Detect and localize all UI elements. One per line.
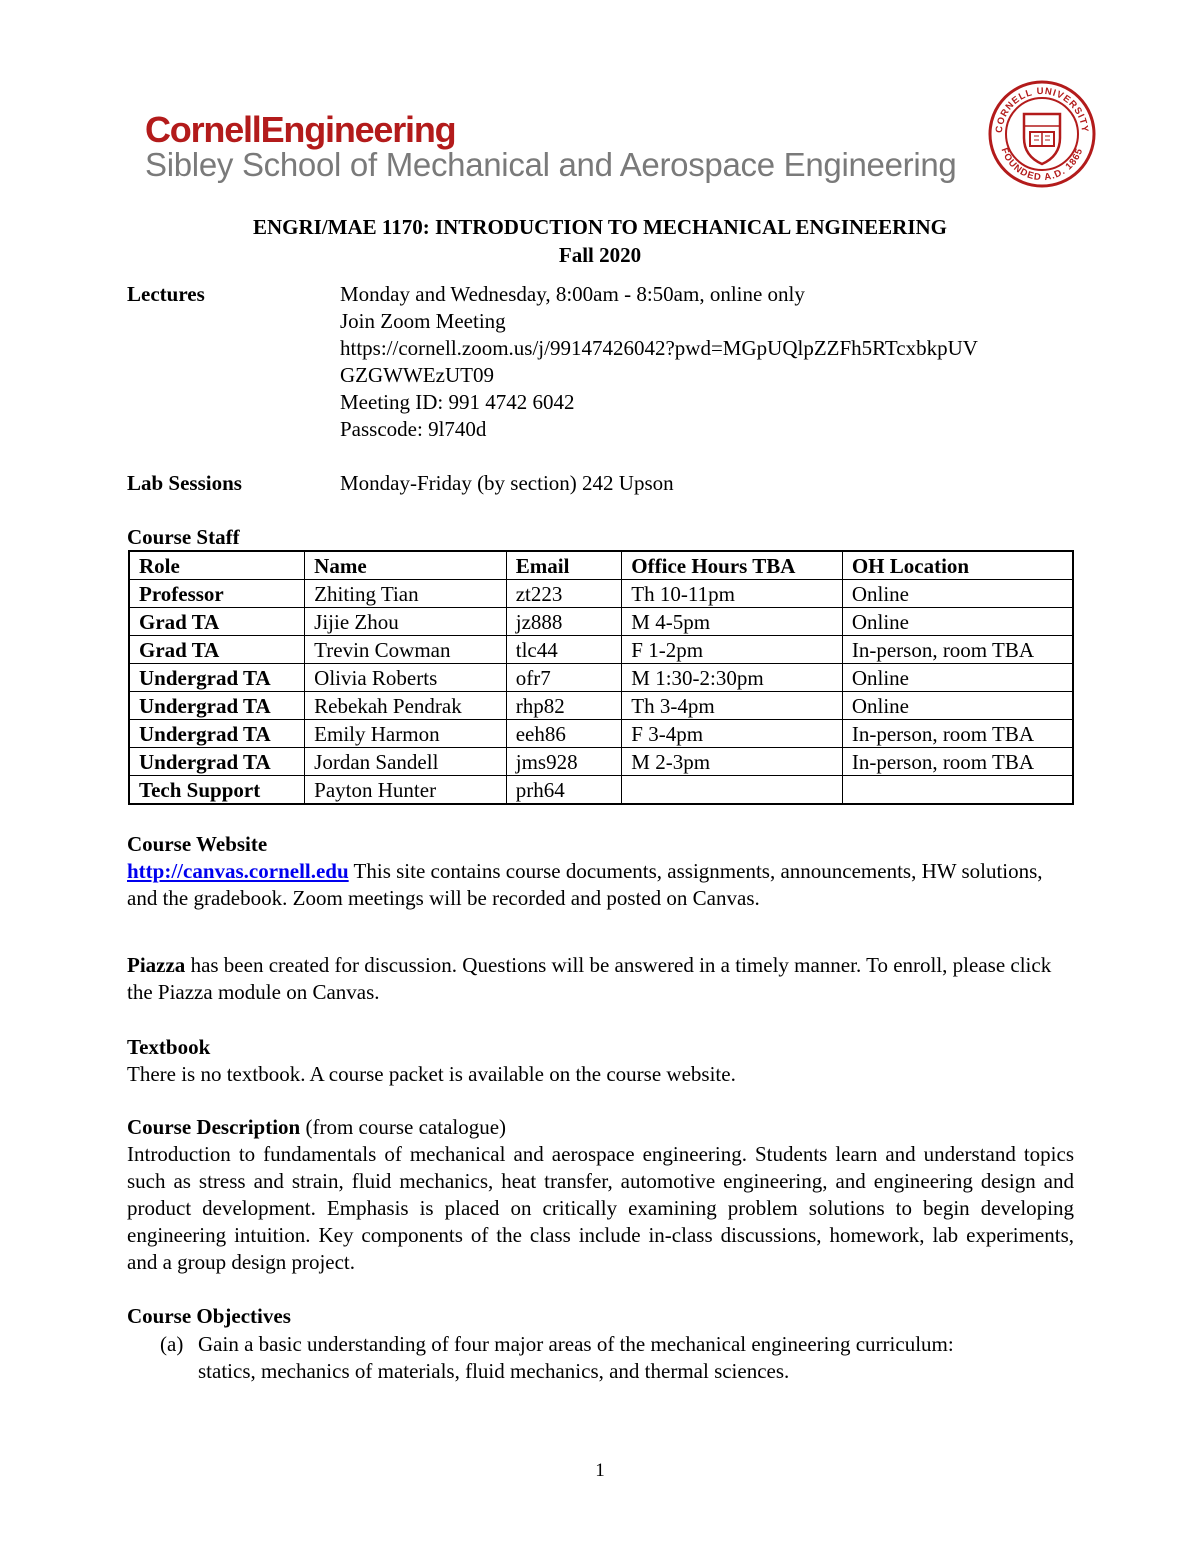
canvas-link[interactable]: http://canvas.cornell.edu [127, 859, 349, 883]
col-email: Email [506, 551, 622, 580]
cell-role: Professor [129, 580, 305, 608]
lab-value: Monday-Friday (by section) 242 Upson [340, 471, 674, 495]
cell-location: In-person, room TBA [842, 748, 1073, 776]
cell-role: Undergrad TA [129, 720, 305, 748]
objectives-heading: Course Objectives [127, 1304, 291, 1328]
lectures-label: Lectures [127, 282, 205, 306]
cell-email: zt223 [506, 580, 622, 608]
cell-name: Zhiting Tian [305, 580, 507, 608]
description-heading-note: (from course catalogue) [300, 1115, 507, 1139]
website-heading: Course Website [127, 832, 268, 856]
table-row [129, 748, 1073, 776]
cell-name: Olivia Roberts [305, 664, 507, 692]
cell-hours: M 2-3pm [622, 748, 843, 776]
objective-item [160, 1331, 1060, 1383]
svg-text:FOUNDED A.D. 1865: FOUNDED A.D. 1865 [998, 146, 1086, 184]
cell-name: Jijie Zhou [305, 608, 507, 636]
school-name: Sibley School of Mechanical and Aerospace Engineering [145, 146, 957, 183]
zoom-link-cont[interactable]: GZGWWEzUT09 [340, 363, 494, 387]
cornell-seal-icon [988, 80, 1096, 188]
cell-role: Grad TA [129, 636, 305, 664]
cell-role: Tech Support [129, 776, 305, 805]
staff-table [128, 550, 1074, 805]
course-title: ENGRI/MAE 1170: INTRODUCTION TO MECHANICAL ENGINEERING [252, 215, 948, 239]
cell-name: Payton Hunter [305, 776, 507, 805]
cell-location: Online [842, 580, 1073, 608]
table-header-row [129, 551, 1073, 580]
cell-role: Grad TA [129, 608, 305, 636]
col-role: Role [129, 551, 305, 580]
cell-location: Online [842, 608, 1073, 636]
cell-location: In-person, room TBA [842, 720, 1073, 748]
cell-role: Undergrad TA [129, 664, 305, 692]
cell-email: prh64 [506, 776, 622, 805]
cell-location [842, 776, 1073, 805]
lab-label: Lab Sessions [127, 471, 242, 495]
passcode: Passcode: 9l740d [340, 417, 487, 441]
cell-email: jms928 [506, 748, 622, 776]
cell-email: tlc44 [506, 636, 622, 664]
table-row [129, 692, 1073, 720]
table-row [129, 608, 1073, 636]
table-row [129, 664, 1073, 692]
cell-hours: M 1:30-2:30pm [622, 664, 843, 692]
cell-hours: Th 3-4pm [622, 692, 843, 720]
cell-email: rhp82 [506, 692, 622, 720]
logo-cornell-text: Cornell [145, 109, 261, 150]
table-row [129, 580, 1073, 608]
cell-name: Jordan Sandell [305, 748, 507, 776]
textbook-heading: Textbook [127, 1035, 211, 1059]
staff-heading: Course Staff [127, 525, 240, 549]
piazza-bold: Piazza [127, 953, 186, 977]
col-name: Name [305, 551, 507, 580]
piazza-paragraph [127, 952, 1074, 1006]
cell-hours: Th 10-11pm [622, 580, 843, 608]
textbook-text: There is no textbook. A course packet is available on the course website. [127, 1062, 736, 1086]
zoom-link[interactable]: https://cornell.zoom.us/j/99147426042?pwd=MGpUQlpZZFh5RTcxbkpUV [340, 336, 978, 360]
objective-line-1: Gain a basic understanding of four major areas of the mechanical engineering curriculum: [198, 1332, 954, 1356]
cell-hours: F 1-2pm [622, 636, 843, 664]
logo-engineering-text: Engineering [260, 109, 456, 150]
cell-name: Emily Harmon [305, 720, 507, 748]
table-row [129, 636, 1073, 664]
piazza-text: has been created for discussion. Questions will be answered in a timely manner. To enroll, please click the Piazza module on Canvas. [127, 953, 1052, 1004]
cell-email: eeh86 [506, 720, 622, 748]
description-heading [127, 1114, 1074, 1141]
cell-location: Online [842, 692, 1073, 720]
page-number: 1 [595, 1460, 605, 1481]
description-heading-bold: Course Description [127, 1115, 301, 1139]
cell-name: Trevin Cowman [305, 636, 507, 664]
cell-email: jz888 [506, 608, 622, 636]
objective-line-2: statics, mechanics of materials, fluid mechanics, and thermal sciences. [198, 1359, 790, 1383]
cell-hours [622, 776, 843, 805]
description-text: Introduction to fundamentals of mechanical and aerospace engineering. Students learn and understand topics such as stress and strain, fluid mechanics, heat transfer, automotive engineering, and engineering design and product development. Emphasis is placed on critically examining problem solutions to begin developing engineering intuition. Key components of the class include in-class discussions, homework, lab experiments, and a group design project. [127, 1142, 1074, 1274]
table-row [129, 776, 1073, 805]
website-text: This site contains course documents, assignments, announcements, HW solutions, and the gradebook. Zoom meetings will be recorded and posted on Canvas. [127, 859, 1043, 910]
meeting-id: Meeting ID: 991 4742 6042 [340, 390, 575, 414]
website-paragraph [127, 858, 1074, 912]
cell-hours: F 3-4pm [622, 720, 843, 748]
col-office-hours: Office Hours TBA [622, 551, 843, 580]
cell-email: ofr7 [506, 664, 622, 692]
svg-text:CORNELL UNIVERSITY: CORNELL UNIVERSITY [993, 85, 1091, 134]
cell-location: In-person, room TBA [842, 636, 1073, 664]
cell-role: Undergrad TA [129, 748, 305, 776]
zoom-join-label: Join Zoom Meeting [340, 309, 506, 333]
objective-marker: (a) [160, 1332, 184, 1356]
course-term: Fall 2020 [558, 243, 642, 267]
table-row [129, 720, 1073, 748]
lectures-schedule: Monday and Wednesday, 8:00am - 8:50am, online only [340, 282, 805, 306]
cell-hours: M 4-5pm [622, 608, 843, 636]
cell-name: Rebekah Pendrak [305, 692, 507, 720]
col-oh-location: OH Location [842, 551, 1073, 580]
cell-location: Online [842, 664, 1073, 692]
cell-role: Undergrad TA [129, 692, 305, 720]
